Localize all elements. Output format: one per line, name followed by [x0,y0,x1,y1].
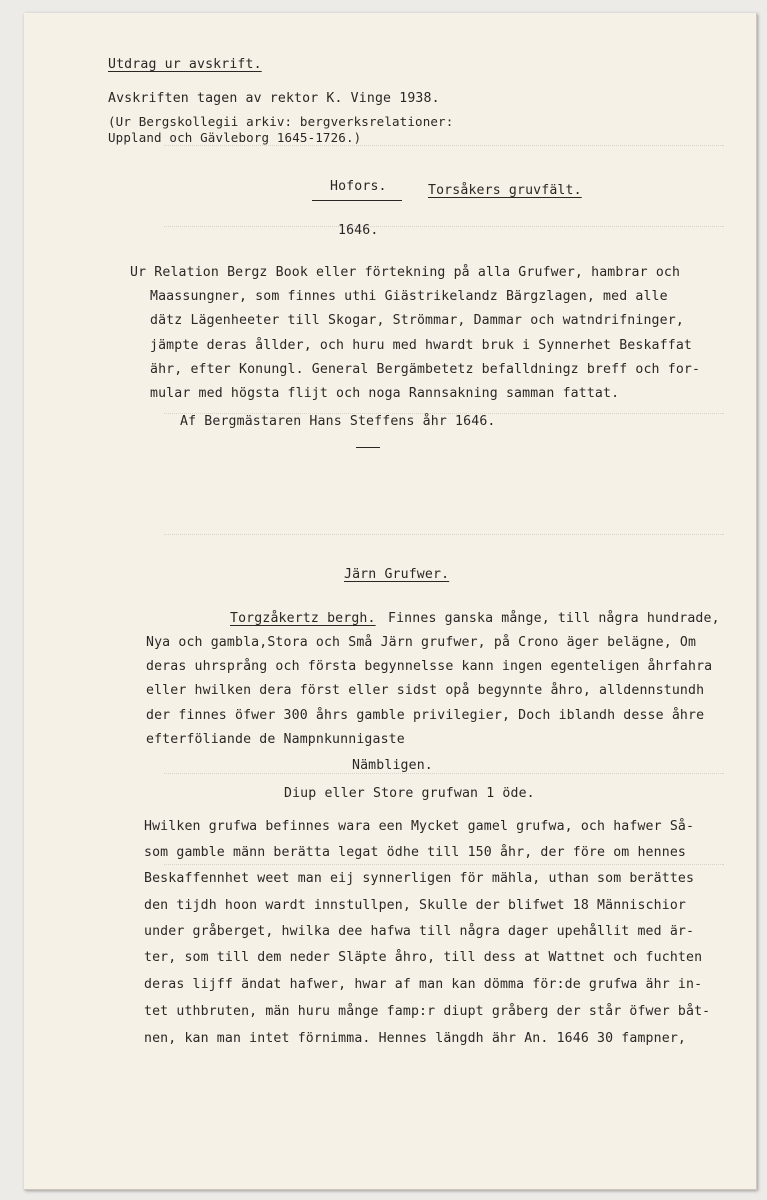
section-heading: Järn Grufwer. [344,567,450,582]
subheading: Diup eller Store grufwan 1 öde. [284,786,535,801]
body-line: nen, kan man intet förnimma. Hennes längdh ähr An. 1646 30 fampner, [144,1031,686,1046]
document-title: Utdrag ur avskrift. [108,57,262,72]
intro-line: dätz Lägenheeter till Skogar, Strömmar, Dammar och watndrifninger, [150,313,684,328]
document-page [24,13,757,1190]
body-line: Hwilken grufwa befinnes wara een Mycket gamel grufwa, och hafwer Så- [144,819,695,834]
section-line: deras uhrsprång och första begynnelsse kann ingen egenteligen åhrfahra [146,659,713,674]
source-line: Avskriften tagen av rektor K. Vinge 1938. [108,91,440,106]
heading-rule [312,200,402,201]
heading-right: Torsåkers gruvfält. [428,183,582,198]
heading-year: 1646. [338,223,379,238]
body-line: den tijdh hoon wardt innstullpen, Skulle der blifwet 18 Männischior [144,898,686,913]
bleed-through-texture [164,413,724,535]
body-line: deras lijff ändat hafwer, hwar af man kan dömma för:de grufwa ähr in- [144,977,703,992]
section-line: der finnes öfwer 300 åhrs gamble privilegier, Doch iblandh desse åhre [146,708,705,723]
body-line: ter, som till dem neder Släpte åhro, till dess at Wattnet och fuchten [144,950,703,965]
author-line: Af Bergmästaren Hans Steffens åhr 1646. [180,414,496,429]
namely-line: Nämbligen. [352,758,433,773]
section-lead-rest: Finnes ganska månge, till några hundrade, [388,611,720,626]
section-divider [356,447,380,448]
section-lead: Torgzåkertz bergh. [230,611,376,626]
section-line: eller hwilken dera först eller sidst opå begynnte åhro, alldennstundh [146,683,705,698]
intro-line: jämpte deras ållder, och huru med hwardt bruk i Synnerhet Beskaffat [150,338,692,353]
intro-line: mular med högsta flijt och noga Rannsakning samman fattat. [150,386,620,401]
body-line: tet uthbruten, män huru månge famp:r diupt gråberg der står öfwer båt- [144,1004,711,1019]
intro-line: Maassungner, som finnes uthi Giästrikelandz Bärgzlagen, med alle [150,289,668,304]
body-line: som gamble männ berätta legat ödhe till 150 åhr, der före om hennes [144,845,686,860]
section-line: efterföliande de Nampnkunnigaste [146,732,405,747]
heading-left: Hofors. [330,179,387,194]
archive-line-2: Uppland och Gävleborg 1645-1726.) [108,130,362,145]
archive-line-1: (Ur Bergskollegii arkiv: bergverksrelationer: [108,114,454,129]
section-line: Nya och gambla,Stora och Små Järn grufwer, på Crono äger belägne, Om [146,635,697,650]
body-line: Beskaffennhet weet man eij synnerligen för mähla, uthan som berättes [144,871,695,886]
intro-line: ähr, efter Konungl. General Bergämbetetz befalldningz breff och for- [150,362,701,377]
body-line: under gråberget, hwilka dee hafwa till några dager upehållit med är- [144,924,695,939]
intro-line: Ur Relation Bergz Book eller förtekning på alla Grufwer, hambrar och [130,265,681,280]
